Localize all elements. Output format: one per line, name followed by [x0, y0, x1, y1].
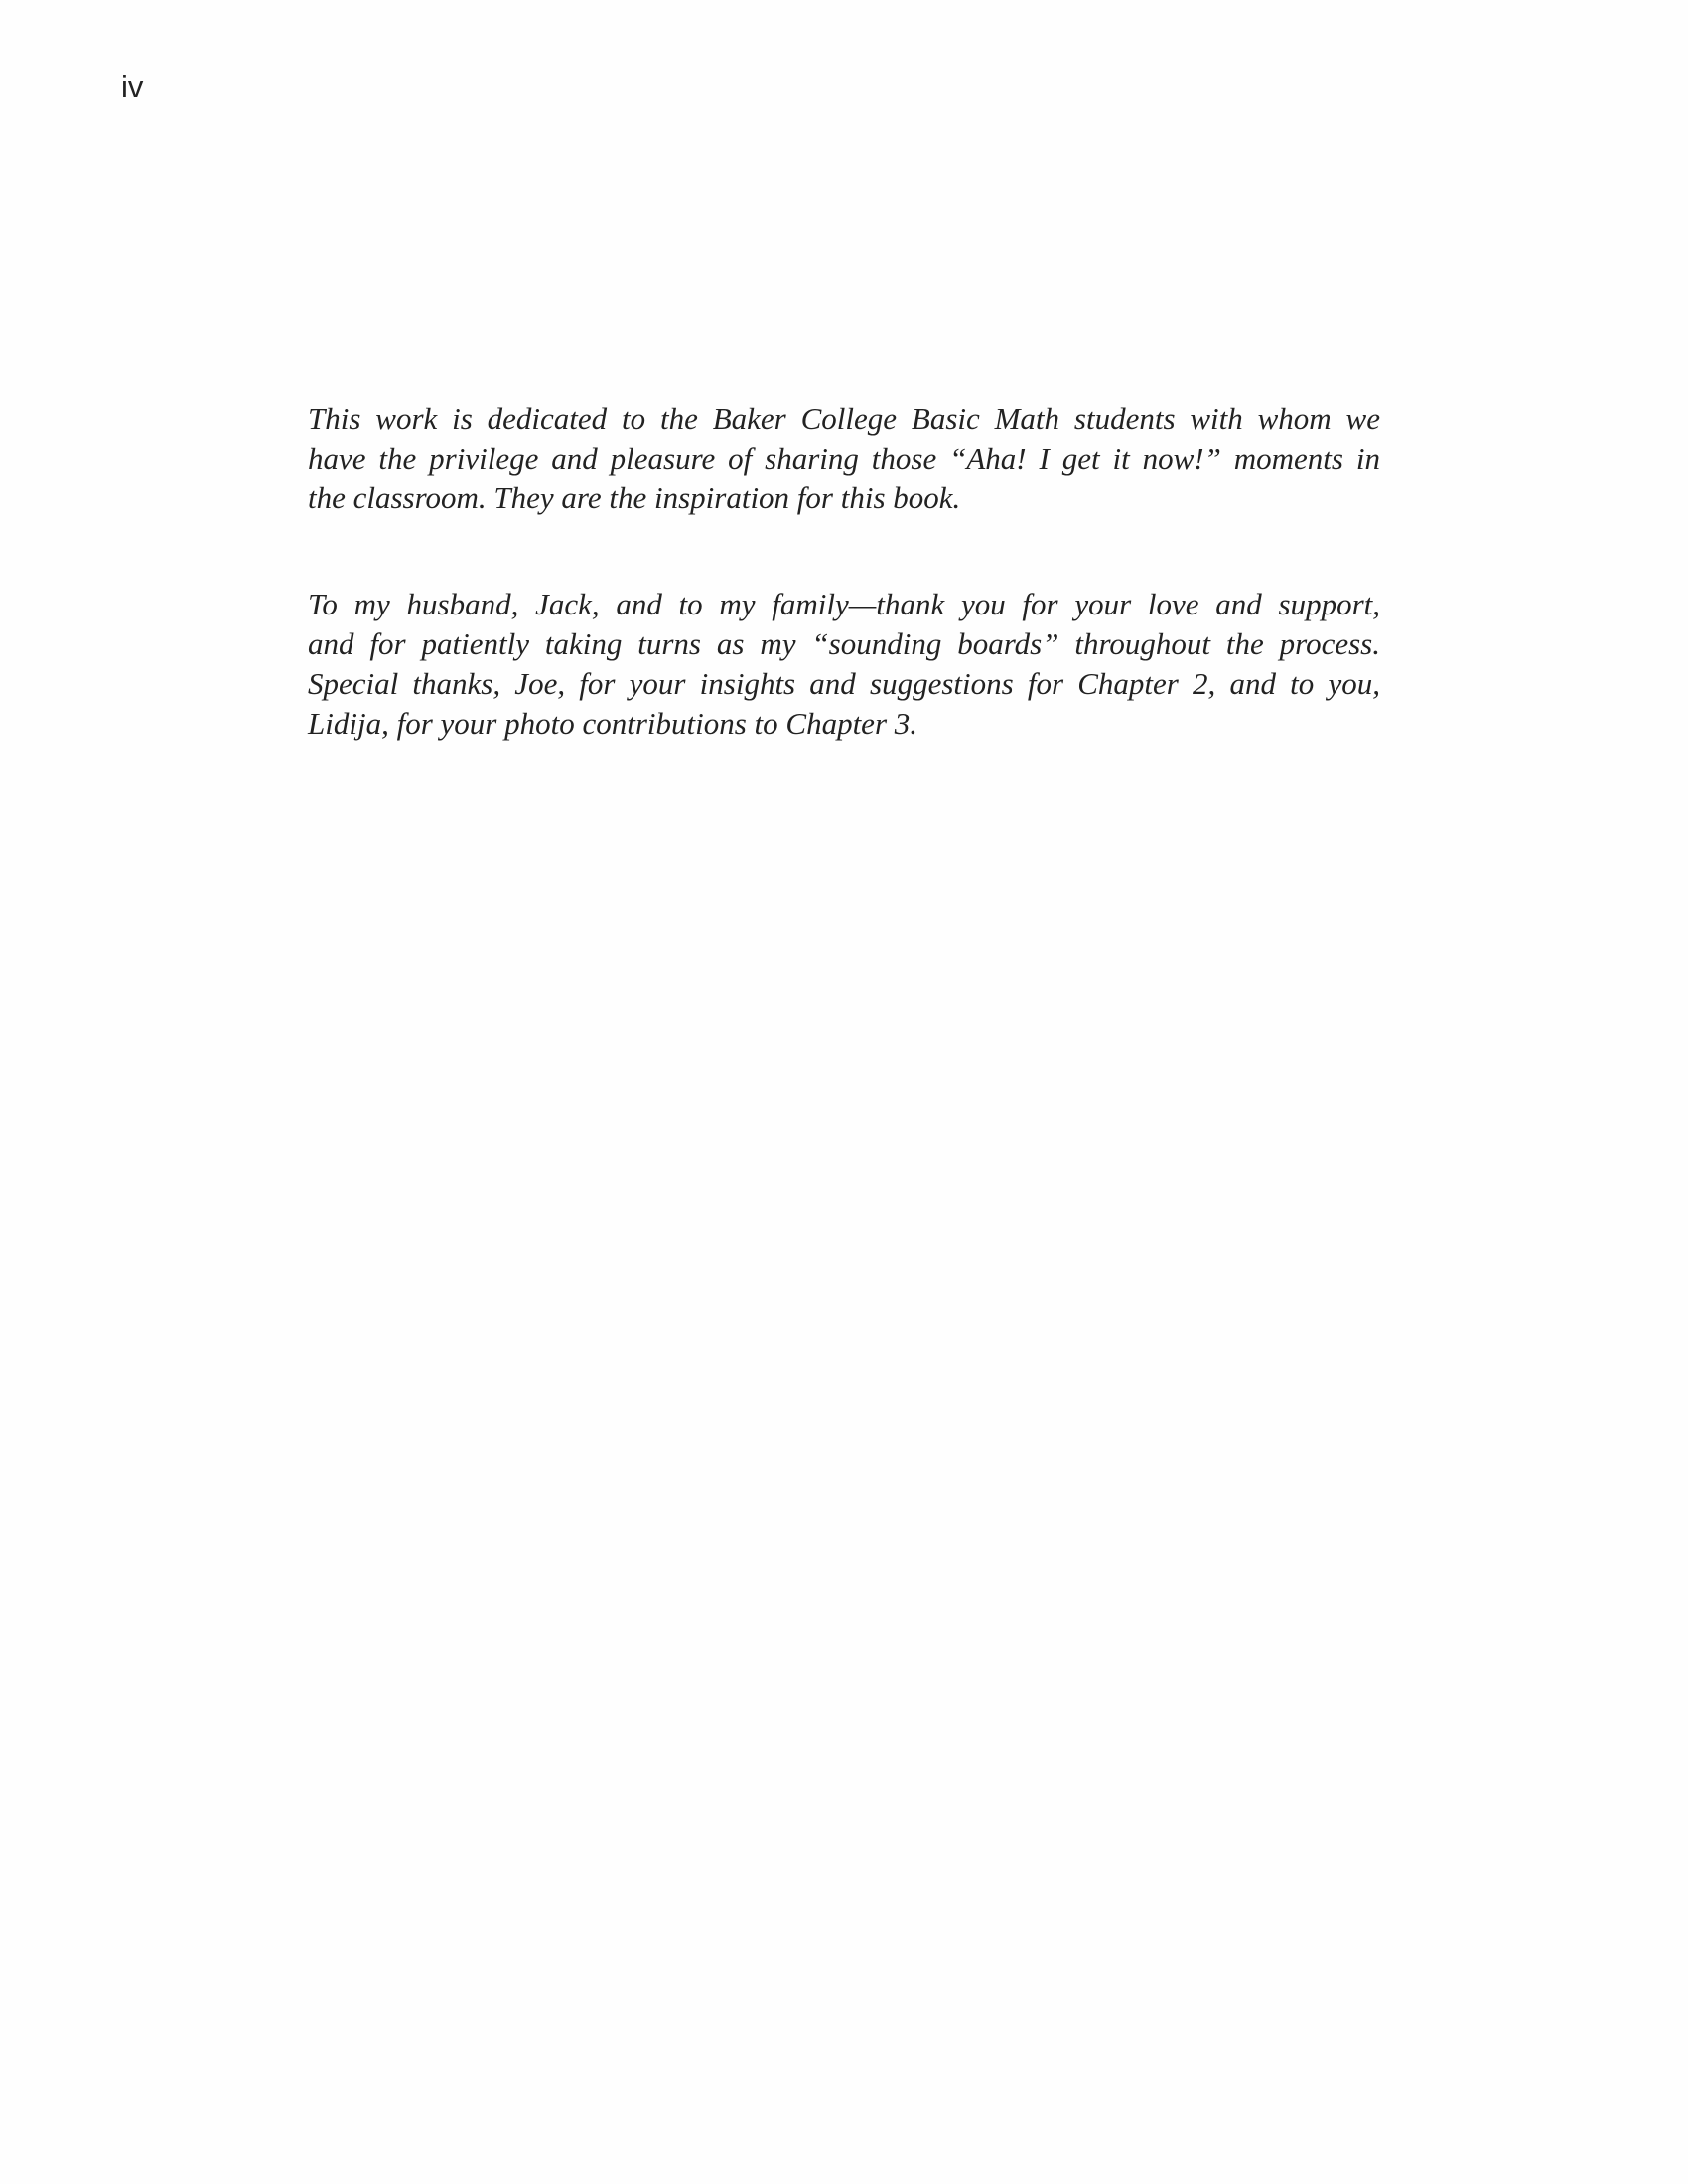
text-line: To my husband, Jack, and to my family—thank you for your love and support, [308, 587, 1380, 621]
text-line: Lidija, for your photo contributions to Chapter 3. [308, 706, 918, 741]
text-line: and for patiently taking turns as my “sounding boards” throughout the process. [308, 626, 1380, 661]
dedication-paragraph-students [308, 399, 1380, 518]
page-number: iv [121, 69, 144, 104]
dedication-paragraph-family [308, 585, 1380, 744]
text-line: Special thanks, Joe, for your insights and suggestions for Chapter 2, and to you, [308, 666, 1380, 701]
text-line: This work is dedicated to the Baker College Basic Math students with whom we [308, 401, 1380, 436]
text-line: the classroom. They are the inspiration for this book. [308, 480, 961, 515]
text-line: have the privilege and pleasure of sharing those “Aha! I get it now!” moments in [308, 441, 1380, 476]
